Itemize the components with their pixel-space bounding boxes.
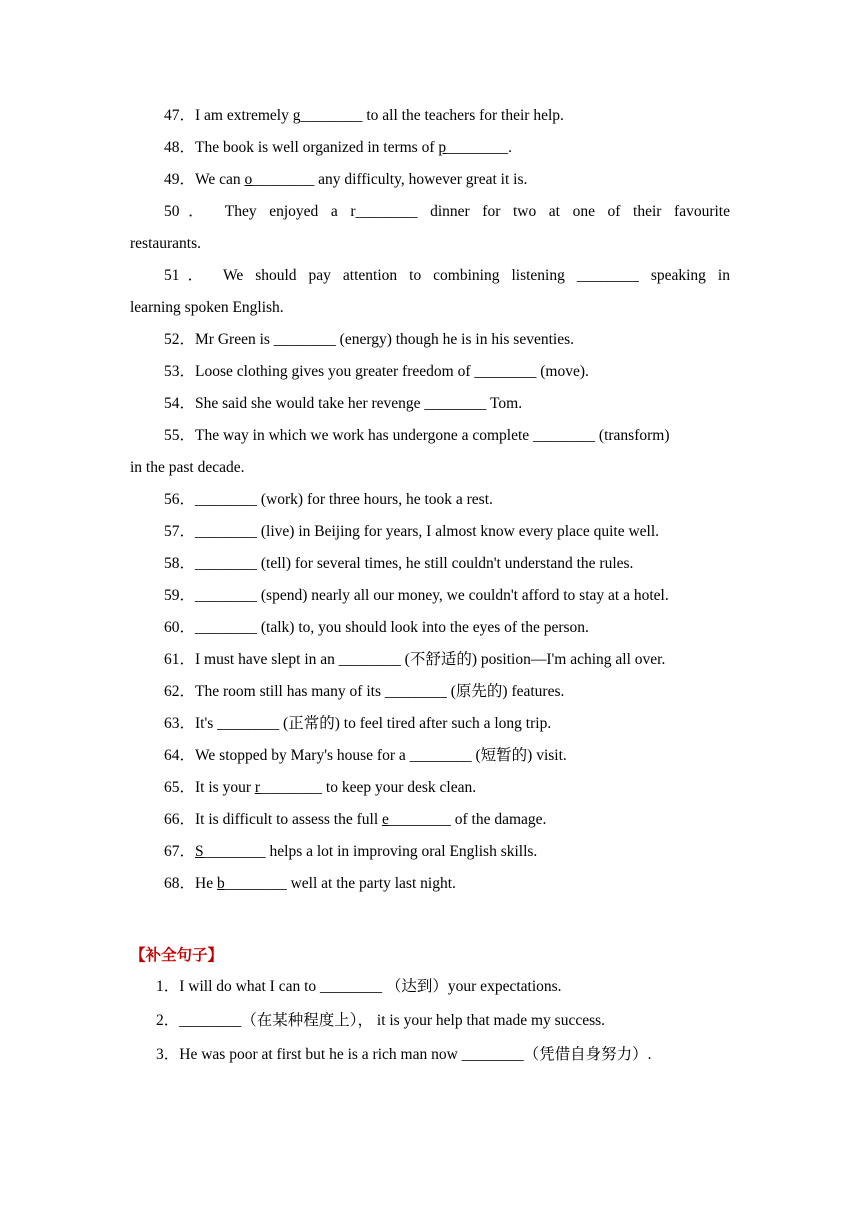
answer-blank: ________ <box>260 779 323 796</box>
answer-blank: ________ <box>300 107 363 124</box>
question-51: 51． We should pay attention to combining listening ________ speaking in learning spoken English. <box>130 267 730 316</box>
question-number: 68． <box>164 875 196 892</box>
question-58: 58．________ (tell) for several times, he still couldn't understand the rules. <box>164 555 634 572</box>
question-number: 67． <box>164 843 196 860</box>
hint-letter: o <box>244 171 253 188</box>
answer-blank: ________ <box>446 139 509 156</box>
sentence-number: 2． <box>156 1012 180 1029</box>
question-number: 58． <box>164 555 196 572</box>
question-48: 48．The book is well organized in terms of p________. <box>164 139 512 156</box>
question-60: 60．________ (talk) to, you should look into the eyes of the person. <box>164 619 589 636</box>
sentence-number: 1． <box>156 978 180 995</box>
worksheet-page <box>130 100 730 1072</box>
question-number: 59． <box>164 587 196 604</box>
question-number: 49． <box>164 171 196 188</box>
question-53: 53．Loose clothing gives you greater freedom of ________ (move). <box>164 363 589 380</box>
question-number: 57． <box>164 523 196 540</box>
section-title: 【补全句子】 <box>130 946 224 964</box>
question-61: 61．I must have slept in an ________ (不舒适的) position—I'm aching all over. <box>164 651 666 668</box>
question-number: 61． <box>164 651 196 668</box>
sentence-2: 2．________（在某种程度上）， it is your help that made my success. <box>156 1012 606 1029</box>
question-55: 55．The way in which we work has undergone a complete ________ (transform) in the past decade. <box>130 427 670 476</box>
question-59: 59．________ (spend) nearly all our money, we couldn't afford to stay at a hotel. <box>164 587 669 604</box>
question-number: 66． <box>164 811 196 828</box>
question-number: 64． <box>164 747 196 764</box>
hint-letter: p <box>438 139 447 156</box>
question-67: 67．S________ helps a lot in improving oral English skills. <box>164 843 538 860</box>
question-50: 50． They enjoyed a r________ dinner for two at one of their favourite restaurants. <box>130 203 730 252</box>
question-49: 49．We can o________ any difficulty, however great it is. <box>164 171 528 188</box>
question-57: 57．________ (live) in Beijing for years, I almost know every place quite well. <box>164 523 660 540</box>
hint-letter: r <box>254 779 261 796</box>
sentence-number: 3． <box>156 1046 180 1063</box>
question-62: 62．The room still has many of its ________ (原先的) features. <box>164 683 565 700</box>
question-number: 50． <box>164 203 213 220</box>
sentence-3: 3．He was poor at first but he is a rich man now ________（凭借自身努力）. <box>156 1046 652 1063</box>
question-64: 64．We stopped by Mary's house for a ________ (短暂的) visit. <box>164 747 567 764</box>
question-number: 47． <box>164 107 196 124</box>
hint-letter: e <box>382 811 389 828</box>
question-63: 63．It's ________ (正常的) to feel tired after such a long trip. <box>164 715 552 732</box>
question-number: 62． <box>164 683 196 700</box>
question-47: 47．I am extremely g________ to all the teachers for their help. <box>164 107 564 124</box>
section-spacer <box>130 900 730 940</box>
question-54: 54．She said she would take her revenge ________ Tom. <box>164 395 523 412</box>
question-68: 68．He b________ well at the party last night. <box>164 875 456 892</box>
question-number: 65． <box>164 779 196 796</box>
hint-letter: b <box>216 875 225 892</box>
question-number: 54． <box>164 395 196 412</box>
question-number: 51． <box>164 267 212 284</box>
answer-blank: ________ <box>388 811 451 828</box>
question-number: 52． <box>164 331 196 348</box>
answer-blank: ________ <box>252 171 315 188</box>
answer-blank: ________ <box>224 875 287 892</box>
question-number: 63． <box>164 715 196 732</box>
question-number: 53． <box>164 363 196 380</box>
answer-blank: ________ <box>203 843 266 860</box>
sentence-1: 1．I will do what I can to ________ （达到）your expectations. <box>156 978 562 995</box>
hint-letter: S <box>195 843 204 860</box>
question-52: 52．Mr Green is ________ (energy) though he is in his seventies. <box>164 331 574 348</box>
question-number: 56． <box>164 491 196 508</box>
question-65: 65．It is your r________ to keep your desk clean. <box>164 779 477 796</box>
question-number: 60． <box>164 619 196 636</box>
question-56: 56．________ (work) for three hours, he took a rest. <box>164 491 493 508</box>
question-number: 55． <box>164 427 196 444</box>
question-number: 48． <box>164 139 196 156</box>
question-66: 66．It is difficult to assess the full e________ of the damage. <box>164 811 547 828</box>
hint-letter: g <box>292 107 301 124</box>
